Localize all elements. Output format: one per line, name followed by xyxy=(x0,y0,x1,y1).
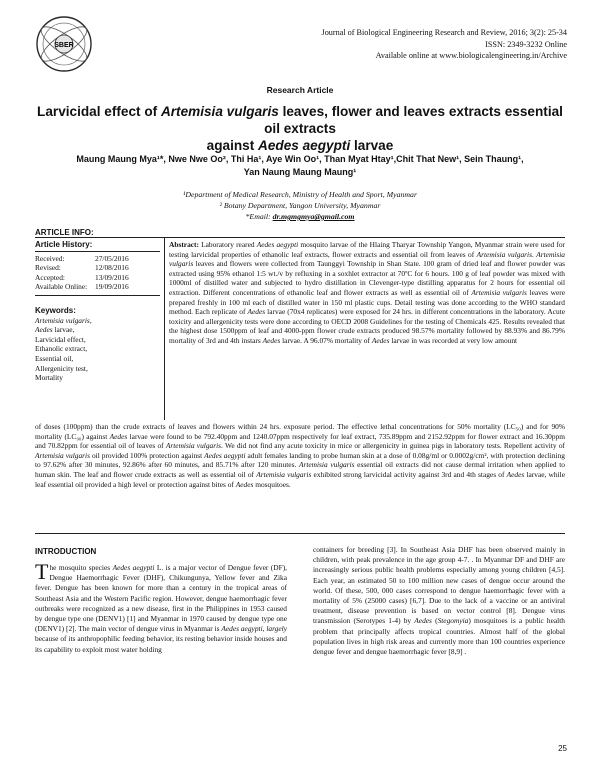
history-heading: Article History: xyxy=(35,240,93,249)
abstract-label: Abstract: xyxy=(169,240,199,249)
journal-availability[interactable]: Available online at www.biologicalengineering.in/Archive xyxy=(375,51,567,60)
intro-left-column: The mosquito species Aedes aegypti L. is a major vector of Dengue fever (DF), Dengue Haemorrhagic Fever (DHF), Chikungunya, Yellow fever and Zika fever. Dengue has been known for more than a century in the tropical areas of Southeast Asia and the Western Pacific region. However, dengue haemorrhagic fever outbreaks were recognized as a new disease, first in the Philippines in 1953 caused by dengue type one (DENV1) [1] and Myanmar in 1970 caused by dengue type one (DENV1) [2]. The main vector of dengue virus in Myanmar is Aedes aegypti, largely because of its anthropophilic feeding behavior, its resting behavior inside houses and its capability to exploit most water holding xyxy=(35,559,288,654)
keyword-item: Allergenicity test, xyxy=(35,363,88,373)
history-label: Received: xyxy=(35,253,65,263)
title-text: Larvicidal effect of xyxy=(37,104,161,119)
article-history xyxy=(35,240,160,296)
history-value: 13/09/2016 xyxy=(95,272,129,282)
divider xyxy=(35,237,565,238)
journal-name: Journal of Biological Engineering Research and Review, 2016; 3(2): 25-34 xyxy=(321,28,567,37)
history-label: Revised: xyxy=(35,263,61,273)
history-row xyxy=(35,254,160,264)
history-label: Available Online: xyxy=(35,282,88,292)
column-divider xyxy=(164,238,165,420)
email-label: *Email: xyxy=(245,212,273,221)
divider xyxy=(35,251,160,252)
keywords: Keywords: Artemisia vulgaris, Aedes larvae, Larvicidal effect, Ethanolic extract, Essential oil, Allergenicity test, Mortality xyxy=(35,306,160,383)
affiliations xyxy=(30,189,570,211)
corresponding-email xyxy=(30,212,570,221)
author-line-2: Yan Naung Maung Maung¹ xyxy=(243,166,357,177)
drop-cap: T xyxy=(35,559,49,584)
section-heading-introduction: INTRODUCTION xyxy=(35,547,97,556)
intro-right-column: containers for breeding [3]. In Southeast Asia DHF has been observed mainly in children, with peak prevalence in the age group 4-7. . In Myanmar DF and DHF are increasingly serious public health problems especially among young children [4,5]. Each year, an estimated 50 to 100 million new cases of dengue occur around the world. Of these, 500, 000 cases correspond to dengue haemorrhagic fever with a mortality of 5% (25000 cases) [6,7]. Due to the lack of a vaccine or an antiviral treatment, disease prevention is based on vector control [8]. Dengue virus transmission (Serotypes 1-4) by Aedes (Stegomyia) mosquitoes is a public health problem that principally affects tropical countries. Almost half of the global population lives in high risk areas and currently more than 100 countries experience dengue fever and dengue haemorrhagic fever [8,9] . xyxy=(313,545,565,657)
abstract-continued: of doses (100ppm) than the crude extracts of leaves and flowers within 24 hrs. exposure period. The effective lethal concentrations for 50% mortality (LC₅₀) and for 90% mortality (LC₉₀) against Aedes larvae were found to be 792.40ppm and 1240.07ppm respectively for leaf extract, 735.89ppm and 2152.92ppm for flower extract and 16.30ppm and 70.82ppm for essential oil of leaves of Artemisia vulgaris. We did not find any acute toxicity in mice or allergenicity in guinea pigs in laboratory tests. Repellent activity of Artemisia vulgaris oil provided 100% protection against Aedes aegypti adult females landing to probe human skin at a dose of 0.08g/ml or 0.0002g/cm², with protection declining to 97.62% after 30 minutes, 92.86% after 60 minutes, and 85.71% after 120 minutes. Artemisia vulgaris essential oil extracts did not cause dermal irritation when applied to human skin. The leaf and flower crude extracts as well as essential oil of Artemisia vulgaris exhibited strong larvicidal activity against 3rd and 4th stages of Aedes larvae, while leaf essential oil provided a high level or protection against bites of Aedes mosquitoes. xyxy=(35,422,566,489)
title-text: against xyxy=(206,138,259,153)
journal-logo xyxy=(34,14,94,74)
journal-info xyxy=(207,27,567,62)
history-row xyxy=(35,263,160,273)
history-value: 27/05/2016 xyxy=(95,253,129,263)
history-row xyxy=(35,273,160,283)
title-text: leaves, flower and leaves extracts essential oil extracts xyxy=(264,104,563,136)
page-number: 25 xyxy=(558,744,567,753)
keywords-heading: Keywords: xyxy=(35,306,76,315)
history-value: 19/09/2016 xyxy=(95,282,129,292)
logo-text: SBER xyxy=(54,42,74,49)
history-label: Accepted: xyxy=(35,272,65,282)
title-species-mosquito: Aedes aegypti xyxy=(258,138,351,153)
paper-title xyxy=(30,103,570,154)
article-type: Research Article xyxy=(266,85,334,95)
keyword-item: Aedes xyxy=(35,325,53,335)
history-row xyxy=(35,282,160,292)
title-text: larvae xyxy=(350,138,394,153)
keyword-item: Larvicidal effect, xyxy=(35,334,86,344)
keyword-item: Essential oil, xyxy=(35,353,74,363)
divider xyxy=(35,533,565,534)
history-value: 12/08/2016 xyxy=(95,263,129,273)
divider xyxy=(35,295,160,296)
keyword-item: Mortality xyxy=(35,373,63,383)
email-link[interactable]: dr.mgmgmya@gmail.com xyxy=(272,212,355,221)
journal-issn: ISSN: 2349-3232 Online xyxy=(485,39,567,49)
title-species-plant: Artemisia vulgaris xyxy=(160,104,279,119)
keyword-item: Artemisia vulgaris, xyxy=(35,315,92,325)
keyword-item: Ethanolic extract, xyxy=(35,344,88,354)
affiliation-1: ¹Department of Medical Research, Ministry of Health and Sport, Myanmar xyxy=(183,190,417,199)
author-list xyxy=(30,153,570,178)
article-info-heading: ARTICLE INFO: xyxy=(35,228,94,237)
affiliation-2: ² Botany Department, Yangon University, Myanmar xyxy=(219,201,381,210)
author-line-1: Maung Maung Mya¹*, Nwe Nwe Oo², Thi Ha¹, Aye Win Oo¹, Than Myat Htay¹,Chit That New¹, Sein Thaung¹, xyxy=(76,154,524,164)
abstract-top: Abstract: Laboratory reared Aedes aegypti mosquito larvae of the Hlaing Tharyar Township Yangon, Myanmar strain were used for testing larvicidal properties of ethanolic leaf extracts, flower extracts and essential oil from leaves of Artemisia vulgaris. Artemisia vulgaris leaves and flowers were collected from Taunggyi Township in Shan State. 100 gram of dried leaf and flower powder was extracted using 95% ethanol 1:5 wt./v by refluxing in a soxhlet extractor at 70ºC for 6 hours. 100 g of leaf powder was mixed with 1000ml of distilled water and subjected to hydro distillation in Clevenger-type distilling apparatus for 2 hours for essential oil extraction. Different concentrations of ethanolic leaf and flower extracts as well as essential oil of Artemisia vulgaris leaves were prepared freshly in 100 ml each of distilled water in 150 ml plastic cups. Detail testing was done according to the WHO standard method. Each replicate of Aedes larvae (70x4 replicates) were exposed for 24 hrs. in different concentrations in the laboratory. Acute toxicity and allergenicity tests were done according to OECD 2008 Guidelines for the testing of Chemicals 425. Results revealed that the highest dose 1500ppm of leaf and 4000-ppm flower crude extracts produced 98.57% mortality followed by 88.93% and 86.79% mortality of 3rd and 4th instars Aedes larvae. A 96.07% mortality of Aedes larvae in was recorded at very low amount xyxy=(169,240,565,345)
